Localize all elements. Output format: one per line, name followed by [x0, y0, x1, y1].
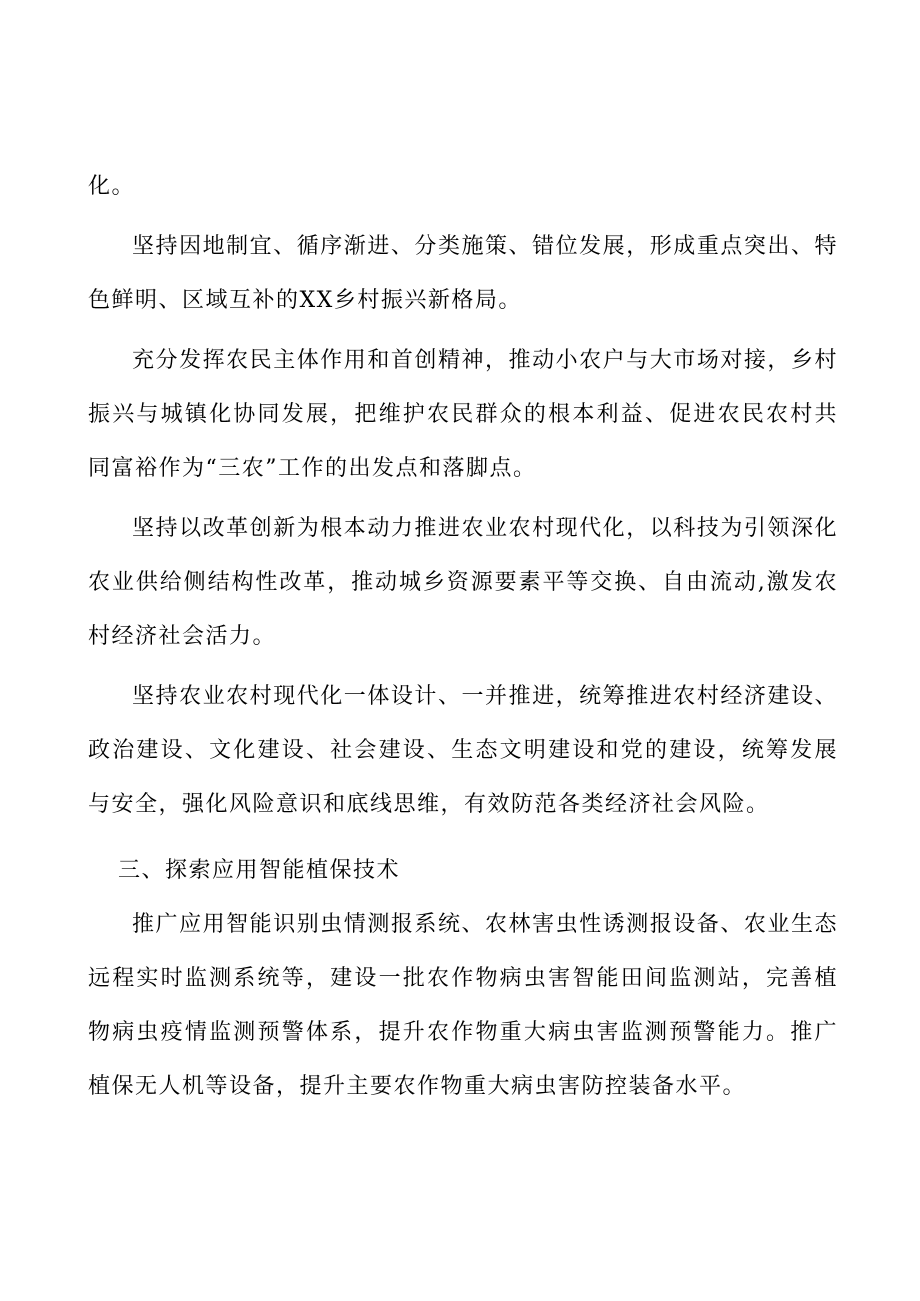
section-heading: 三、探索应用智能植保技术: [118, 858, 401, 883]
paragraph-principle-farmers: 充分发挥农民主体作用和首创精神，推动小农户与大市场对接，乡村振兴与城镇化协同发展，把维护农民群众的根本利益、促进农民农村共同富裕作为“三农”工作的出发点和落脚点。: [88, 348, 838, 481]
paragraph-principle-reform: 坚持以改革创新为根本动力推进农业农村现代化，以科技为引领深化农业供给侧结构性改革，推动城乡资源要素平等交换、自由流动,激发农村经济社会活力。: [88, 516, 838, 649]
document-page: [88, 160, 838, 1114]
paragraph-continuation: 化。: [88, 174, 136, 199]
paragraph-smart-plant-protection: 推广应用智能识别虫情测报系统、农林害虫性诱测报设备、农业生态远程实时监测系统等，建设一批农作物病虫害智能田间监测站，完善植物病虫疫情监测预警体系，提升农作物重大病虫害监测预警能力。推广植保无人机等设备，提升主要农作物重大病虫害防控装备水平。: [88, 912, 838, 1099]
paragraph-principle-local: 坚持因地制宜、循序渐进、分类施策、错位发展，形成重点突出、特色鲜明、区域互补的XX乡村振兴新格局。: [88, 234, 838, 313]
paragraph-principle-integration: 坚持农业农村现代化一体设计、一并推进，统筹推进农村经济建设、政治建设、文化建设、社会建设、生态文明建设和党的建设，统筹发展与安全，强化风险意识和底线思维，有效防范各类经济社会风险。: [88, 684, 838, 817]
